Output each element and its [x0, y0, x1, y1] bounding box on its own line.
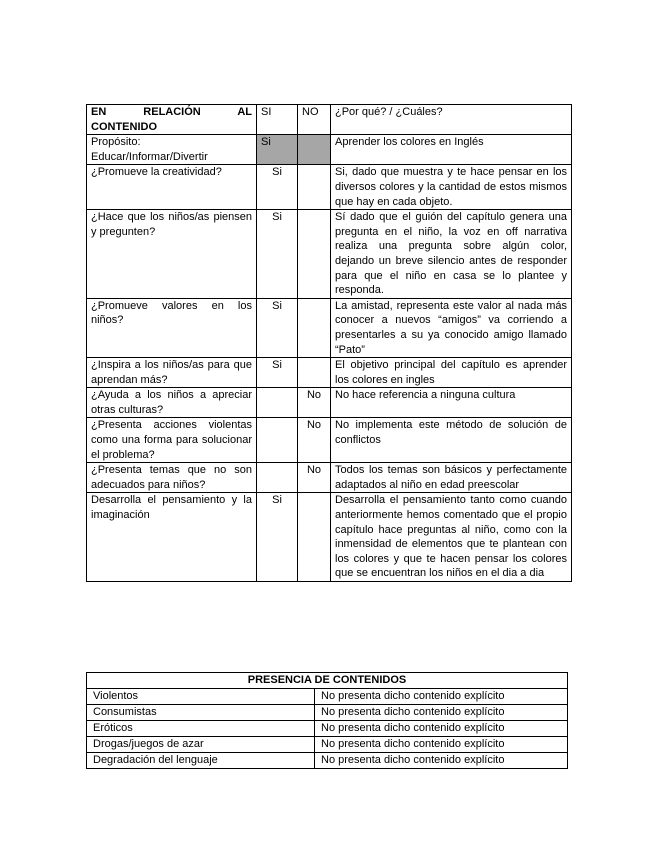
row-question: ¿Inspira a los niños/as para que aprendan más?: [87, 358, 257, 388]
purpose-no: [298, 135, 331, 165]
row-question: ¿Ayuda a los niños a apreciar otras culturas?: [87, 388, 257, 418]
purpose-label: Propósito: Educar/Informar/Divertir: [87, 135, 257, 165]
presence-category: Degradación del lenguaje: [87, 753, 315, 769]
table-row: [87, 388, 572, 418]
table-row: [87, 298, 572, 357]
presence-value: No presenta dicho contenido explícito: [315, 721, 568, 737]
content-evaluation-table: [86, 104, 572, 582]
table-row: [87, 210, 572, 299]
row-no: [298, 210, 331, 299]
purpose-row: [87, 135, 572, 165]
presence-value: No presenta dicho contenido explícito: [315, 705, 568, 721]
row-why: Si, dado que muestra y te hace pensar en los diversos colores y la cantidad de estos mismos que hay en cada objeto.: [331, 165, 572, 210]
row-why: Todos los temas son básicos y perfectamente adaptados al niño en edad preescolar: [331, 463, 572, 493]
row-no: No: [298, 388, 331, 418]
presence-category: Eróticos: [87, 721, 315, 737]
row-no: [298, 358, 331, 388]
presence-category: Consumistas: [87, 705, 315, 721]
purpose-why: Aprender los colores en Inglés: [331, 135, 572, 165]
header-row: [87, 105, 572, 135]
row-why: No implementa este método de solución de conflictos: [331, 418, 572, 463]
row-question: ¿Promueve valores en los niños?: [87, 298, 257, 357]
presence-title-row: [87, 673, 568, 689]
header-why: ¿Por qué? / ¿Cuáles?: [331, 105, 572, 135]
presence-title: PRESENCIA DE CONTENIDOS: [87, 673, 568, 689]
table-row: [87, 753, 568, 769]
table-row: [87, 721, 568, 737]
row-question: ¿Presenta acciones violentas como una forma para solucionar el problema?: [87, 418, 257, 463]
row-no: [298, 165, 331, 210]
presence-value: No presenta dicho contenido explícito: [315, 689, 568, 705]
row-no: No: [298, 463, 331, 493]
header-relation: EN RELACIÓN AL CONTENIDO: [87, 105, 257, 135]
row-question: Desarrolla el pensamiento y la imaginación: [87, 493, 257, 582]
presence-value: No presenta dicho contenido explícito: [315, 737, 568, 753]
row-no: [298, 493, 331, 582]
row-si: Si: [257, 358, 298, 388]
row-no: No: [298, 418, 331, 463]
row-why: La amistad, representa este valor al nada más conocer a nuevos “amigos” va corriendo a presentarles a su ya conocido amigo llamado “Pato”: [331, 298, 572, 357]
table-row: [87, 705, 568, 721]
table-row: [87, 689, 568, 705]
table-row: [87, 493, 572, 582]
row-why: No hace referencia a ninguna cultura: [331, 388, 572, 418]
row-question: ¿Presenta temas que no son adecuados para niños?: [87, 463, 257, 493]
row-si: Si: [257, 493, 298, 582]
presence-value: No presenta dicho contenido explícito: [315, 753, 568, 769]
content-presence-table: [86, 672, 568, 769]
table-row: [87, 165, 572, 210]
row-why: El objetivo principal del capítulo es aprender los colores en ingles: [331, 358, 572, 388]
row-si: [257, 418, 298, 463]
presence-category: Drogas/juegos de azar: [87, 737, 315, 753]
row-why: Desarrolla el pensamiento tanto como cuando anteriormente hemos comentado que el propio capítulo hace preguntas al niño, como con la inmensidad de elementos que te plantean con los colores y que te hacen pensar los colores que se encuentran los niños en el dia a dia: [331, 493, 572, 582]
header-si: SI: [257, 105, 298, 135]
row-no: [298, 298, 331, 357]
row-si: [257, 463, 298, 493]
row-si: [257, 388, 298, 418]
row-si: Si: [257, 165, 298, 210]
table-row: [87, 737, 568, 753]
row-why: Sí dado que el guión del capítulo genera una pregunta en el niño, la voz en off narrativa realiza una pregunta sobre algún color, dejando un breve silencio antes de responder para que el niño en casa se lo plantee y responda.: [331, 210, 572, 299]
row-si: Si: [257, 210, 298, 299]
header-no: NO: [298, 105, 331, 135]
presence-category: Violentos: [87, 689, 315, 705]
table-row: [87, 463, 572, 493]
table-row: [87, 358, 572, 388]
row-si: Si: [257, 298, 298, 357]
purpose-si: Si: [257, 135, 298, 165]
table-row: [87, 418, 572, 463]
row-question: ¿Hace que los niños/as piensen y pregunten?: [87, 210, 257, 299]
row-question: ¿Promueve la creatividad?: [87, 165, 257, 210]
